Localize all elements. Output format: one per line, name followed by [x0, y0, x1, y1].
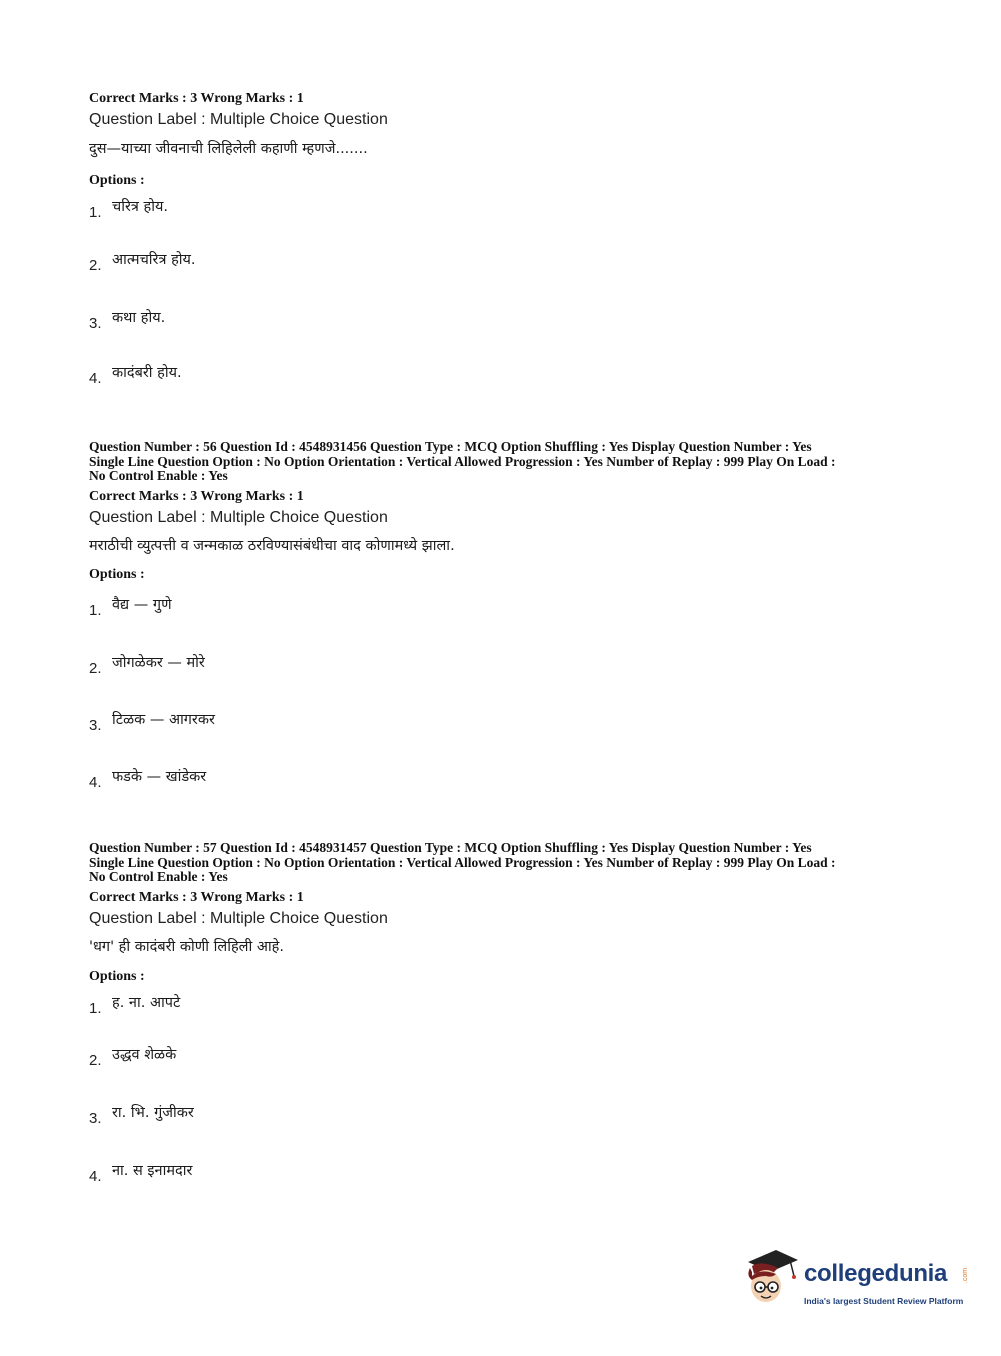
option-number: 2. — [89, 1052, 102, 1069]
question-meta-line: Question Number : 56 Question Id : 4548931456 Question Type : MCQ Option Shuffling : Yes Display Question Number : Yes — [89, 439, 812, 454]
question-56 — [89, 439, 929, 791]
marks-line: Correct Marks : 3 Wrong Marks : 1 — [89, 889, 304, 905]
option-number: 4. — [89, 774, 102, 791]
question-meta-line: No Control Enable : Yes — [89, 468, 228, 483]
option-number: 3. — [89, 717, 102, 734]
question-text: 'धग' ही कादंबरी कोणी लिहिली आहे. — [89, 938, 284, 955]
question-label: Question Label : Multiple Choice Question — [89, 909, 388, 927]
question-meta-line: Question Number : 57 Question Id : 4548931457 Question Type : MCQ Option Shuffling : Yes Display Question Number : Yes — [89, 840, 812, 855]
logo-brand-text: collegedunia — [804, 1260, 948, 1287]
option-text: ना. स इनामदार — [112, 1163, 193, 1179]
option-text: टिळक — आगरकर — [112, 712, 215, 728]
options-heading: Options : — [89, 173, 145, 188]
question-text: मराठीची व्युत्पत्ती व जन्मकाळ ठरविण्यासंबंधीचा वाद कोणामध्ये झाला. — [89, 537, 455, 554]
logo-dotcom-text: .com — [962, 1267, 970, 1284]
question-meta-line: No Control Enable : Yes — [89, 869, 228, 884]
option-number: 3. — [89, 1110, 102, 1127]
option-text: चरित्र होय. — [112, 199, 168, 215]
question-57 — [89, 840, 929, 1185]
question-meta-line: Single Line Question Option : No Option Orientation : Vertical Allowed Progression : Yes Number of Replay : 999 Play On Load : — [89, 453, 836, 469]
option-text: कादंबरी होय. — [112, 365, 182, 381]
logo-tagline: India's largest Student Review Platform — [804, 1296, 964, 1306]
option-text: उद्धव शेळके — [112, 1047, 177, 1063]
mascot-icon — [742, 1246, 800, 1308]
option-text: आत्मचरित्र होय. — [112, 252, 196, 268]
marks-line: Correct Marks : 3 Wrong Marks : 1 — [89, 488, 304, 504]
option-number: 1. — [89, 602, 102, 619]
question-label: Question Label : Multiple Choice Question — [89, 508, 388, 526]
option-text: कथा होय. — [112, 310, 166, 326]
option-text: रा. भि. गुंजीकर — [112, 1105, 194, 1121]
option-text: जोगळेकर — मोरे — [112, 655, 205, 671]
question-text: दुस—याच्या जीवनाची लिहिलेली कहाणी म्हणजे....... — [89, 141, 368, 157]
question-55 — [89, 91, 929, 387]
collegedunia-logo[interactable] — [742, 1246, 972, 1316]
option-text: वैद्य — गुणे — [112, 597, 172, 613]
options-heading: Options : — [89, 968, 145, 984]
option-number: 4. — [89, 370, 102, 387]
options-heading: Options : — [89, 566, 145, 582]
option-number: 3. — [89, 315, 102, 332]
option-text: फडके — खांडेकर — [112, 769, 207, 785]
question-label: Question Label : Multiple Choice Question — [89, 111, 388, 128]
option-number: 2. — [89, 257, 102, 274]
option-number: 2. — [89, 660, 102, 677]
option-number: 1. — [89, 204, 102, 221]
option-number: 4. — [89, 1168, 102, 1185]
marks-line: Correct Marks : 3 Wrong Marks : 1 — [89, 91, 304, 106]
option-text: ह. ना. आपटे — [112, 995, 181, 1011]
question-meta-line: Single Line Question Option : No Option Orientation : Vertical Allowed Progression : Yes Number of Replay : 999 Play On Load : — [89, 854, 836, 870]
option-number: 1. — [89, 1000, 102, 1017]
